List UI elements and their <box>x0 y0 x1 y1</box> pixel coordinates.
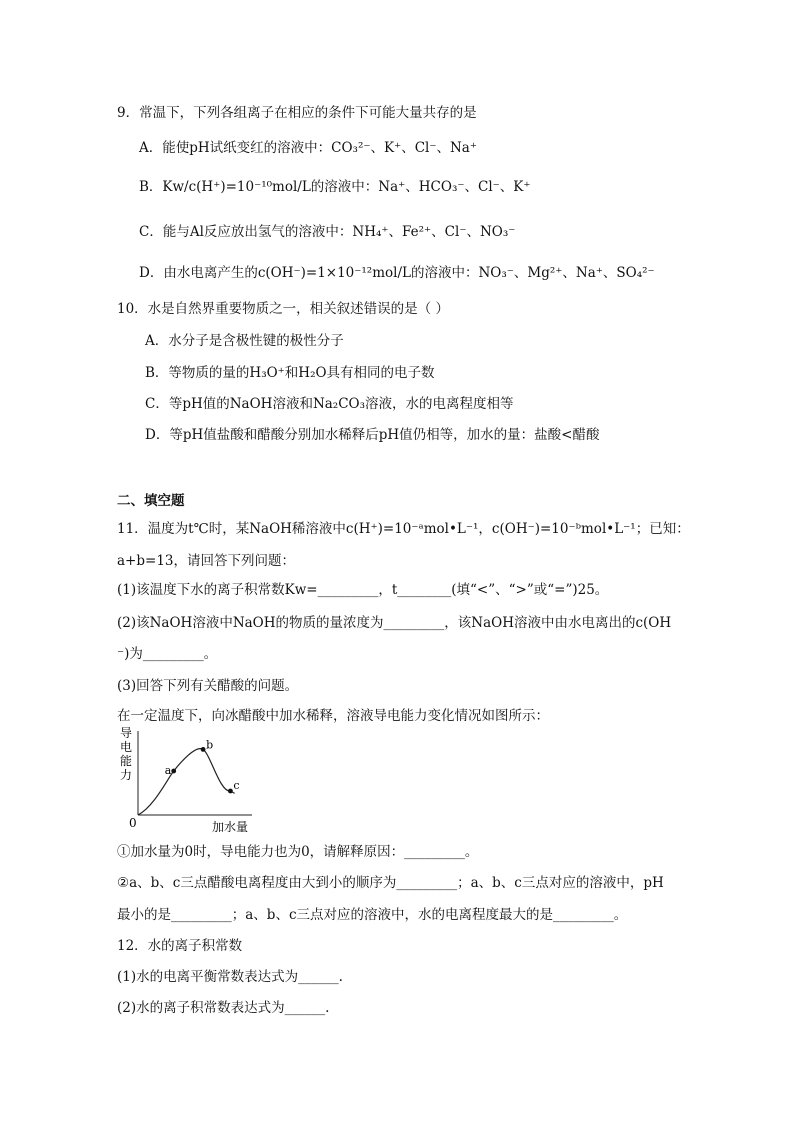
section-heading: 二、填空题 <box>117 493 185 509</box>
q9-option-a: A．能使pH试纸变红的溶液中：CO₃²⁻、K⁺、Cl⁻、Na⁺ <box>139 140 477 156</box>
q10-stem: 10．水是自然界重要物质之一，相关叙述错误的是（ ） <box>117 301 449 317</box>
q9-option-c: C．能与Al反应放出氢气的溶液中：NH₄⁺、Fe²⁺、Cl⁻、NO₃⁻ <box>139 224 516 240</box>
q11-part3: (3)回答下列有关醋酸的问题。 <box>117 678 299 694</box>
point-label-c: c <box>233 779 240 792</box>
q9-stem: 9．常温下，下列各组离子在相应的条件下可能大量共存的是 <box>117 105 477 121</box>
conductivity-chart <box>117 727 277 837</box>
q9-option-d: D．由水电离产生的c(OH⁻)=1×10⁻¹²mol/L的溶液中：NO₃⁻、Mg²⁺、Na⁺、SO₄²⁻ <box>139 265 655 281</box>
y-axis-label-char-3: 能 <box>120 754 133 768</box>
q12-part2: (2)水的离子积常数表达式为______. <box>117 1000 330 1016</box>
q11-part2-line1: (2)该NaOH溶液中NaOH的物质的量浓度为_________，该NaOH溶液中由水电离出的c(OH <box>117 615 672 631</box>
q11-subquestion-1: ①加水量为0时，导电能力也为0，请解释原因：_________。 <box>117 844 479 860</box>
q11-subquestion-2-line1: ②a、b、c三点醋酸电离程度由大到小的顺序为_________；a、b、c三点对应的溶液中，pH <box>117 875 664 891</box>
y-axis-label <box>120 727 132 782</box>
y-axis-label-char-1: 导 <box>120 727 133 740</box>
q10-option-c: C．等pH值的NaOH溶液和Na₂CO₃溶液，水的电离程度相等 <box>145 396 514 412</box>
q11-part1: (1)该温度下水的离子积常数Kw=_________，t________(填“<”、“>”或“=”)25。 <box>117 582 609 598</box>
q10-option-a: A．水分子是含极性键的极性分子 <box>145 333 344 349</box>
q10-option-d: D．等pH值盐酸和醋酸分别加水稀释后pH值仍相等，加水的量：盐酸<醋酸 <box>145 427 600 443</box>
y-axis-label-char-4: 力 <box>120 768 133 782</box>
origin-label: 0 <box>129 816 137 830</box>
point-c <box>228 789 233 794</box>
q11-part2-line2: ⁻)为_________。 <box>117 646 218 662</box>
q11-subquestion-2-line2: 最小的是_________；a、b、c三点对应的溶液中，水的电离程度最大的是_________。 <box>117 907 628 923</box>
point-label-a: a <box>164 764 172 777</box>
q10-option-b: B．等物质的量的H₃O⁺和H₂O具有相同的电子数 <box>145 365 435 381</box>
conductivity-curve <box>138 749 235 815</box>
point-b <box>201 747 206 752</box>
q11-part3-intro: 在一定温度下，向冰醋酸中加水稀释，溶液导电能力变化情况如图所示： <box>117 708 549 724</box>
point-a <box>171 769 176 774</box>
q9-option-b: B．Kw/c(H⁺)=10⁻¹⁰mol/L的溶液中：Na⁺、HCO₃⁻、Cl⁻、K⁺ <box>139 179 531 195</box>
x-axis-label: 加水量 <box>212 820 249 834</box>
point-label-b: b <box>206 738 214 752</box>
q11-stem-line2: a+b=13，请回答下列问题： <box>117 553 295 569</box>
q11-stem-line1: 11．温度为t℃时，某NaOH稀溶液中c(H⁺)=10⁻ᵃmol•L⁻¹，c(OH⁻)=10⁻ᵇmol•L⁻¹；已知： <box>117 521 690 537</box>
q12-stem: 12．水的离子积常数 <box>117 938 243 954</box>
q12-part1: (1)水的电离平衡常数表达式为______. <box>117 969 343 985</box>
y-axis-label-char-2: 电 <box>120 740 133 754</box>
